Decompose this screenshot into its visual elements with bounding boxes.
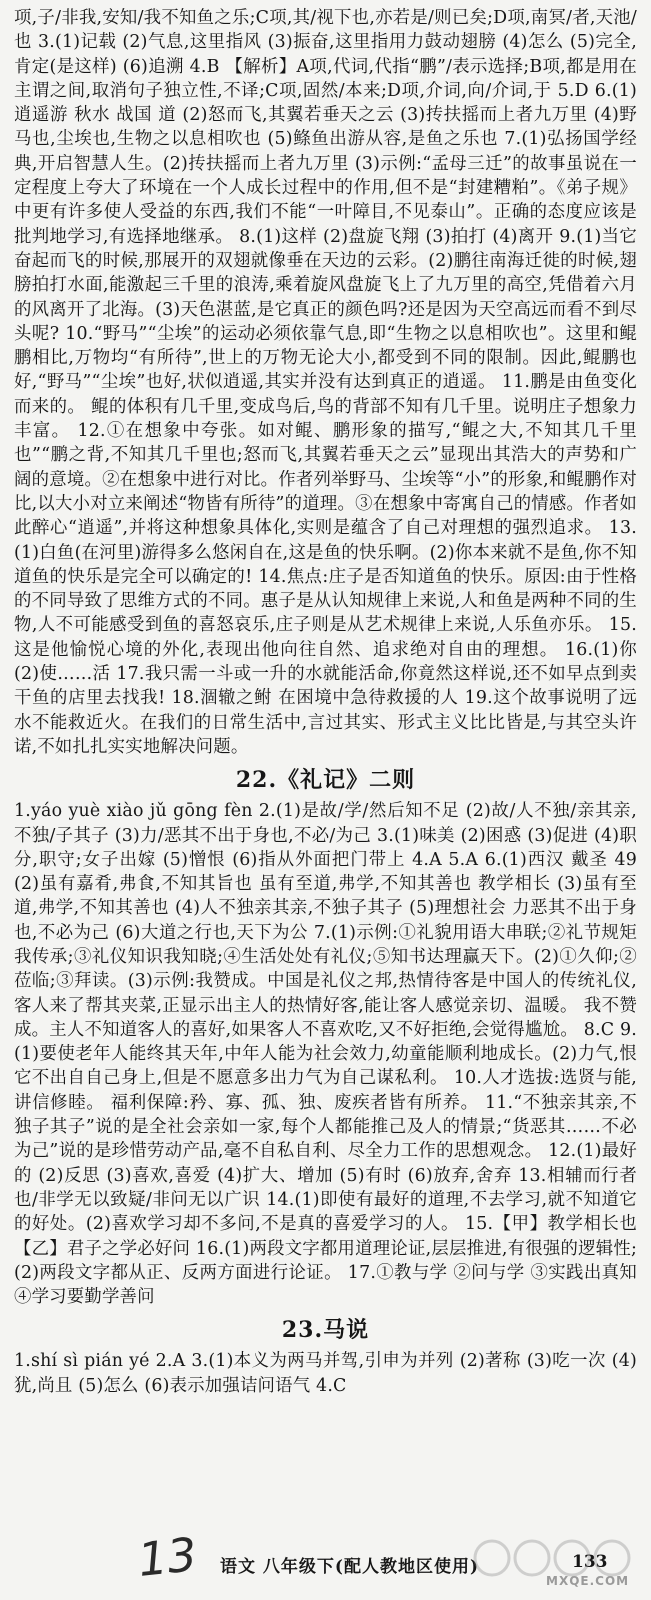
section-21-answers: 项,子/非我,安知/我不知鱼之乐;C项,其/视下也,亦若是/则已矣;D项,南冥/者,天池/也 3.(1)记载 (2)气息,这里指风 (3)振奋,这里指用力鼓动翅膀 (4)怎么 (5)完全,肯定(是这样) (6)追溯 4.B 【解析】A项,代词,代指“鹏”/表示选择;B项,都是用在主谓之间,取消句子独立性,不译;C项,固然/本来;D项,介词,向/介词,于 5.D 6.(1)逍遥游 秋水 战国 道 (2)怒而飞,其翼若垂天之云 (3)抟扶摇而上者九万里 (4)野马也,尘埃也,生物之以息相吹也 (5)鲦鱼出游从容,是鱼之乐也 7.(1)弘扬国学经典,开启智慧人生。(2)抟扶摇而上者九万里 (3)示例:“孟母三迁”的故事虽说在一定程度上夸大了环境在一个人成长过程中的作用,但不是“封建糟粕”。《弟子规》中更有许多使人受益的东西,我们不能“一叶障目,不见泰山”。正确的态度应该是批判地学习,有选择地继承。 8.(1)这样 (2)盘旋飞翔 (3)拍打 (4)离开 9.(1)当它奋起而飞的时候,那展开的双翅就像垂在天边的云彩。(2)鹏往南海迁徙的时候,翅膀拍打水面,能激起三千里的浪涛,乘着旋风盘旋飞上了九万里的高空,凭借着六月的风离开了北海。(3)天色湛蓝,是它真正的颜色吗?还是因为天空高远而看不到尽头呢? 10.“野马”“尘埃”的运动必须依靠气息,即“生物之以息相吹也”。这里和鲲鹏相比,万物均“有所待”,世上的万物无论大小,都受到不同的限制。因此,鲲鹏也好,“野马”“尘埃”也好,状似逍遥,其实并没有达到真正的逍遥。 11.鹏是由鱼变化而来的。 鲲的体积有几千里,变成鸟后,鸟的背部不知有几千里。说明庄子想象力丰富。 12.①在想象中夸张。如对鲲、鹏形象的描写,“鲲之大,不知其几千里也”“鹏之背,不知其几千里也;怒而飞,其翼若垂天之云”显现出其浩大的声势和广阔的意境。②在想象中进行对比。作者列举野马、尘埃等“小”的形象,和鲲鹏作对比,以大小对立来阐述“物皆有所待”的道理。③在想象中寄寓自己的情感。作者如此醉心“逍遥”,并将这种想象具体化,实则是蕴含了自己对理想的强烈追求。 13.(1)白鱼(在河里)游得多么悠闲自在,这是鱼的快乐啊。(2)你本来就不是鱼,你不知道鱼的快乐是完全可以确定的! 14.焦点:庄子是否知道鱼的快乐。原因:由于性格的不同导致了思维方式的不同。惠子是从认知规律上来说,人和鱼是两种不同的生物,人不可能感受到鱼的喜怒哀乐,庄子则是从艺术规律上来说,人乐鱼亦乐。 15.这是他愉悦心境的外化,表现出他向往自然、追求绝对自由的理想。 16.(1)你 (2)使……活 17.我只需一斗或一升的水就能活命,你竟然这样说,还不如早点到卖干鱼的店里去找我! 18.涸辙之鲋 在困境中急待救援的人 19.这个故事说明了远水不能救近火。在我们的日常生活中,言过其实、形式主义比比皆是,与其空头许诺,不如扎扎实实地解决问题。	[14, 8, 637, 757]
section-23-answers: 1.shí sì pián yé 2.A 3.(1)本义为两马并驾,引申为并列 (2)著称 (3)吃一次 (4)犹,尚且 (5)怎么 (6)表示加强诘问语气 4.C	[14, 1351, 637, 1396]
footer-label: 语文 八年级下(配人教地区使用)	[220, 1557, 480, 1577]
watermark-url: MXQE.COM	[546, 1574, 630, 1588]
section-23-title: 23.马说	[281, 1317, 370, 1344]
section-22-answers: 1.yáo yuè xiào jǔ gōng fèn 2.(1)是故/学/然后知不足 (2)故/人不独/亲其亲,不独/子其子 (3)力/恶其不出于身也,不必/为己 3.(1)味美 (2)困惑 (3)促进 (4)职分,职守;女子出嫁 (5)憎恨 (6)指从外面把门带上 4.A 5.A 6.(1)西汉 戴圣 49 (2)虽有嘉肴,弗食,不知其旨也 虽有至道,弗学,不知其善也 教学相长 (3)虽有至道,弗学,不知其善也 (4)人不独亲其亲,不独子其子 (5)理想社会 力恶其不出于身也,不必为己 (6)大道之行也,天下为公 7.(1)示例:①礼貌用语大串联;②礼节规矩我传承;③礼仪知识我知晓;④生活处处有礼仪;⑤知书达理赢天下。(2)①久仰;②莅临;③拜读。(3)示例:我赞成。中国是礼仪之邦,热情待客是中国人的传统礼仪,客人来了帮其夹菜,正显示出主人的热情好客,能让客人感觉亲切、温暖。 我不赞成。主人不知道客人的喜好,如果客人不喜欢吃,又不好拒绝,会觉得尴尬。 8.C 9.(1)要使老年人能终其天年,中年人能为社会效力,幼童能顺利地成长。(2)力气,恨它不出自自己身上,但是不愿意多出力气为自己谋私利。 10.人才选拔:选贤与能,讲信修睦。 福利保障:矜、寡、孤、独、废疾者皆有所养。 11.“不独亲其亲,不独子其子”说的是全社会亲如一家,每个人都能推己及人的情景;“货恶其……不必为己”说的是珍惜劳动产品,毫不自私自利、尽全力工作的思想观念。 12.(1)最好的 (2)反思 (3)喜欢,喜爱 (4)扩大、增加 (5)有时 (6)放弃,舍弃 13.相辅而行者也/非学无以致疑/非问无以广识 14.(1)即使有最好的道理,不去学习,就不知道它的好处。(2)喜欢学习却不多问,不是真的喜爱学习的人。 15.【甲】教学相长也 【乙】君子之学必好问 16.(1)两段文字都用道理论证,层层推进,有很强的逻辑性;(2)两段文字都从正、反两方面进行论证。 17.①教与学 ②问与学 ③实践出真知 ④学习要勤学善问	[14, 801, 637, 1308]
page-number: 133	[572, 1552, 608, 1572]
page-footer	[0, 1526, 651, 1600]
handwritten-page-number: 13	[135, 1527, 200, 1587]
section-22-title: 22.《礼记》二则	[235, 767, 416, 794]
